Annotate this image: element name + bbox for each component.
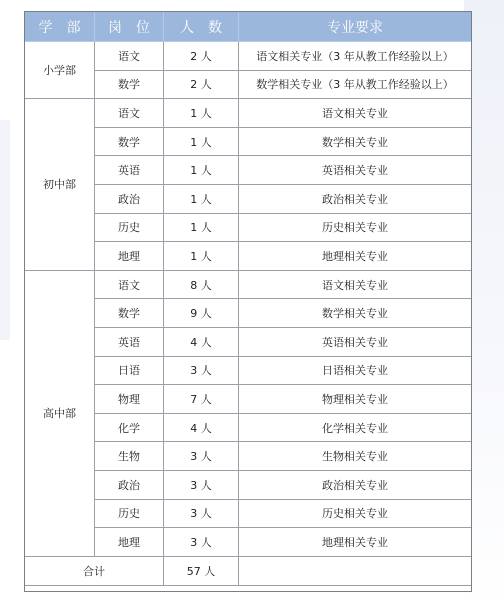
subject-cell: 历史 (95, 213, 164, 242)
table-row (25, 99, 472, 128)
header-requirement: 专业要求 (239, 12, 472, 42)
count-cell: 8 人 (164, 270, 239, 299)
requirement-cell: 数学相关专业 (239, 299, 472, 328)
subject-cell: 地理 (95, 242, 164, 271)
requirement-cell: 政治相关专业 (239, 470, 472, 499)
requirement-cell: 语文相关专业 (239, 99, 472, 128)
table-body (25, 42, 472, 586)
requirement-cell: 历史相关专业 (239, 499, 472, 528)
count-cell: 1 人 (164, 213, 239, 242)
subject-cell: 英语 (95, 156, 164, 185)
total-count: 57 人 (164, 556, 239, 585)
count-cell: 3 人 (164, 356, 239, 385)
count-cell: 2 人 (164, 70, 239, 99)
count-cell: 1 人 (164, 184, 239, 213)
requirement-cell: 化学相关专业 (239, 413, 472, 442)
subject-cell: 历史 (95, 499, 164, 528)
header-row (25, 12, 472, 42)
count-cell: 1 人 (164, 99, 239, 128)
subject-cell: 语文 (95, 42, 164, 71)
requirement-cell: 英语相关专业 (239, 327, 472, 356)
count-cell: 3 人 (164, 528, 239, 557)
count-cell: 1 人 (164, 156, 239, 185)
subject-cell: 物理 (95, 385, 164, 414)
count-cell: 3 人 (164, 470, 239, 499)
total-row (25, 556, 472, 585)
requirement-cell: 物理相关专业 (239, 385, 472, 414)
count-cell: 9 人 (164, 299, 239, 328)
header-position: 岗 位 (95, 12, 164, 42)
count-cell: 2 人 (164, 42, 239, 71)
subject-cell: 化学 (95, 413, 164, 442)
subject-cell: 地理 (95, 528, 164, 557)
subject-cell: 数学 (95, 127, 164, 156)
subject-cell: 政治 (95, 184, 164, 213)
subject-cell: 语文 (95, 99, 164, 128)
count-cell: 4 人 (164, 327, 239, 356)
subject-cell: 生物 (95, 442, 164, 471)
requirement-cell: 日语相关专业 (239, 356, 472, 385)
requirement-cell: 政治相关专业 (239, 184, 472, 213)
background-decoration-left (0, 120, 10, 340)
dept-cell: 小学部 (25, 42, 95, 99)
requirement-cell: 语文相关专业（3 年从教工作经验以上） (239, 42, 472, 71)
recruitment-table (24, 11, 472, 586)
table-row (25, 270, 472, 299)
total-label: 合计 (25, 556, 164, 585)
subject-cell: 日语 (95, 356, 164, 385)
total-empty (239, 556, 472, 585)
subject-cell: 数学 (95, 70, 164, 99)
count-cell: 1 人 (164, 242, 239, 271)
requirement-cell: 语文相关专业 (239, 270, 472, 299)
dept-cell: 高中部 (25, 270, 95, 556)
count-cell: 4 人 (164, 413, 239, 442)
header-count: 人 数 (164, 12, 239, 42)
requirement-cell: 数学相关专业 (239, 127, 472, 156)
subject-cell: 英语 (95, 327, 164, 356)
count-cell: 7 人 (164, 385, 239, 414)
requirement-cell: 历史相关专业 (239, 213, 472, 242)
subject-cell: 语文 (95, 270, 164, 299)
requirement-cell: 数学相关专业（3 年从教工作经验以上） (239, 70, 472, 99)
requirement-cell: 地理相关专业 (239, 242, 472, 271)
count-cell: 1 人 (164, 127, 239, 156)
requirement-cell: 英语相关专业 (239, 156, 472, 185)
table-row (25, 42, 472, 71)
header-dept: 学 部 (25, 12, 95, 42)
count-cell: 3 人 (164, 442, 239, 471)
requirement-cell: 生物相关专业 (239, 442, 472, 471)
subject-cell: 数学 (95, 299, 164, 328)
count-cell: 3 人 (164, 499, 239, 528)
subject-cell: 政治 (95, 470, 164, 499)
requirement-cell: 地理相关专业 (239, 528, 472, 557)
dept-cell: 初中部 (25, 99, 95, 271)
